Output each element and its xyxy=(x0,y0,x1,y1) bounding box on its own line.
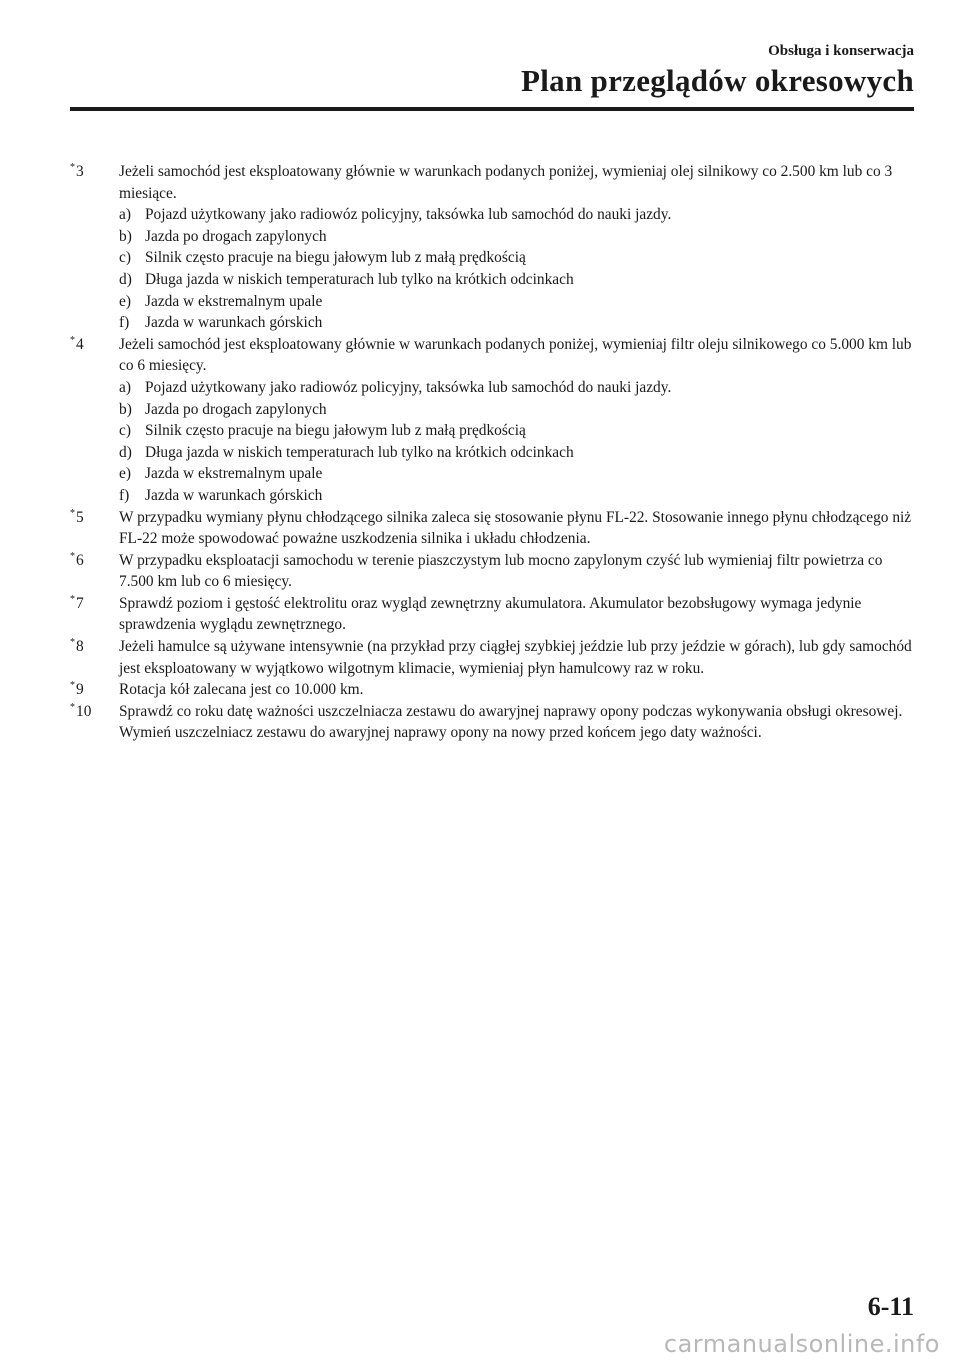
footnote-text: W przypadku wymiany płynu chłodzącego silnika zaleca się stosowanie płynu FL-22. Stosowanie innego płynu chłodzącego niż FL-22 może spowodować poważne uszkodzenia silnika i układu chłodzenia. xyxy=(119,508,912,548)
condition-item xyxy=(119,442,915,464)
page-number: 6-11 xyxy=(867,1292,914,1321)
footnote-number-value: 8 xyxy=(76,638,84,656)
condition-item xyxy=(119,485,915,507)
footnote-mark: * xyxy=(70,162,75,173)
condition-item xyxy=(119,247,915,269)
condition-label: c) xyxy=(119,249,131,267)
footnote-text: Rotacja kół zalecana jest co 10.000 km. xyxy=(119,681,364,699)
footnote-number xyxy=(70,701,91,723)
footnote-text: Sprawdź poziom i gęstość elektrolitu oraz wygląd zewnętrzny akumulatora. Akumulator bezobsługowy wymaga jedynie sprawdzenia wyglądu zewnętrznego. xyxy=(119,594,862,634)
condition-text: Jazda w ekstremalnym upale xyxy=(145,292,323,310)
condition-label: f) xyxy=(119,486,130,504)
condition-text: Jazda po drogach zapylonych xyxy=(145,400,327,418)
condition-item xyxy=(119,312,915,334)
footnote-number xyxy=(70,507,84,529)
footnote-number-value: 5 xyxy=(76,508,84,526)
condition-text: Jazda po drogach zapylonych xyxy=(145,227,327,245)
condition-text: Jazda w warunkach górskich xyxy=(145,314,323,332)
footnote-number xyxy=(70,550,84,572)
condition-text: Pojazd użytkowany jako radiowóz policyjny, taksówka lub samochód do nauki jazdy. xyxy=(145,206,672,224)
condition-label: c) xyxy=(119,422,131,440)
footnote-text: W przypadku eksploatacji samochodu w terenie piaszczystym lub mocno zapylonym czyść lub wymieniaj filtr powietrza co 7.500 km lub co 6 miesięcy. xyxy=(119,551,883,591)
footnote-number xyxy=(70,679,84,701)
footnote-number-value: 9 xyxy=(76,681,84,699)
condition-text: Jazda w ekstremalnym upale xyxy=(145,465,323,483)
footnote-number-value: 6 xyxy=(76,551,84,569)
page-title: Plan przeglądów okresowych xyxy=(521,63,914,98)
page-header xyxy=(521,42,914,100)
condition-item xyxy=(119,463,915,485)
footnote-item xyxy=(70,701,915,744)
footnote-number-value: 10 xyxy=(76,702,92,720)
footnote-text: Sprawdź co roku datę ważności uszczelniacza zestawu do awaryjnej naprawy opony podczas wykonywania obsługi okresowej. Wymień uszczelniacz zestawu do awaryjnej naprawy opony na nowy przed końcem jego daty ważności. xyxy=(119,702,903,742)
footnote-text: Jeżeli samochód jest eksploatowany głównie w warunkach podanych poniżej, wymieniaj filtr oleju silnikowego co 5.000 km lub co 6 miesięcy. xyxy=(119,335,912,375)
condition-item xyxy=(119,399,915,421)
condition-item xyxy=(119,269,915,291)
footnote-item xyxy=(70,507,915,550)
section-title: Obsługa i konserwacja xyxy=(768,43,914,59)
footnote-mark: * xyxy=(70,550,75,562)
footnote-number xyxy=(70,334,84,356)
footnote-mark: * xyxy=(70,701,75,713)
condition-label: e) xyxy=(119,465,131,483)
footnote-mark: * xyxy=(70,334,75,346)
footnote-text: Jeżeli samochód jest eksploatowany głównie w warunkach podanych poniżej, wymieniaj olej silnikowy co 2.500 km lub co 3 miesiące. xyxy=(119,163,893,202)
footnote-number xyxy=(70,593,84,615)
condition-label: a) xyxy=(119,206,131,224)
watermark: carmanualsonline.info xyxy=(663,1330,940,1358)
condition-item xyxy=(119,204,915,226)
condition-item xyxy=(119,420,915,442)
header-divider xyxy=(70,107,914,111)
condition-text: Długa jazda w niskich temperaturach lub tylko na krótkich odcinkach xyxy=(145,443,574,461)
condition-label: d) xyxy=(119,270,132,288)
footnote-item xyxy=(70,636,915,679)
condition-text: Silnik często pracuje na biegu jałowym lub z małą prędkością xyxy=(145,249,526,267)
footnote-mark: * xyxy=(70,680,75,692)
condition-text: Jazda w warunkach górskich xyxy=(145,486,323,504)
footnote-mark: * xyxy=(70,637,75,649)
footnote-item xyxy=(70,679,915,701)
condition-item xyxy=(119,377,915,399)
condition-label: e) xyxy=(119,292,131,310)
footnote-number xyxy=(70,161,84,183)
footnote-item xyxy=(70,550,915,593)
footnote-number xyxy=(70,636,84,658)
footnote-item xyxy=(70,161,915,334)
condition-label: f) xyxy=(119,314,130,332)
footnote-number-value: 4 xyxy=(76,335,84,353)
footnote-text: Jeżeli hamulce są używane intensywnie (na przykład przy ciągłej szybkiej jeździe lub przy jeździe w górach), lub gdy samochód jest eksploatowany w wyjątkowo wilgotnym klimacie, wymieniaj płyn hamulcowy raz w roku. xyxy=(119,638,912,677)
footnote-mark: * xyxy=(70,507,75,519)
condition-text: Pojazd użytkowany jako radiowóz policyjny, taksówka lub samochód do nauki jazdy. xyxy=(145,378,672,396)
condition-item xyxy=(119,291,915,313)
footnote-item xyxy=(70,593,915,636)
footnote-number-value: 7 xyxy=(76,594,84,612)
condition-label: b) xyxy=(119,400,132,418)
condition-label: a) xyxy=(119,378,131,396)
condition-label: d) xyxy=(119,443,132,461)
condition-label: b) xyxy=(119,227,132,245)
footnote-number-value: 3 xyxy=(76,163,84,180)
footnote-mark: * xyxy=(70,593,75,605)
condition-text: Silnik często pracuje na biegu jałowym lub z małą prędkością xyxy=(145,422,526,440)
condition-item xyxy=(119,226,915,248)
footnotes-list xyxy=(70,161,915,744)
condition-text: Długa jazda w niskich temperaturach lub tylko na krótkich odcinkach xyxy=(145,270,574,288)
footnote-item xyxy=(70,334,915,507)
